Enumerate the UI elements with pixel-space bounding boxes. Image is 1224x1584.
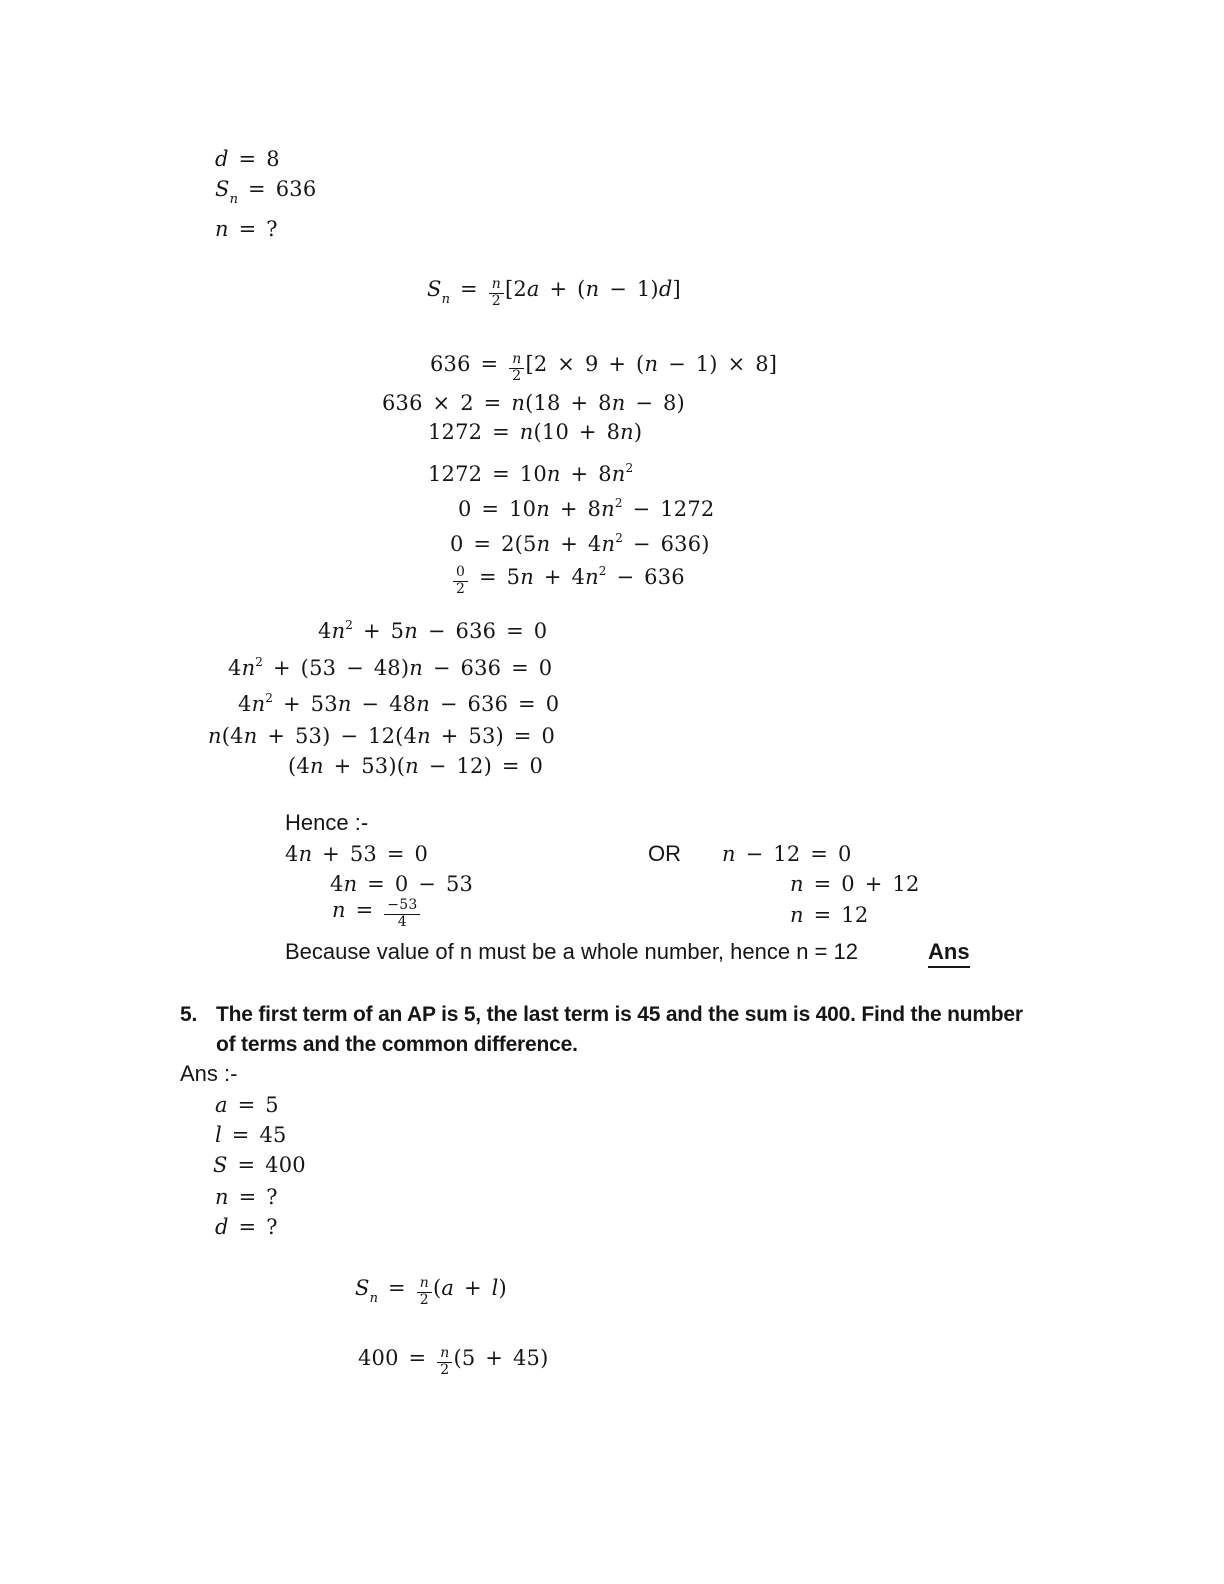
equation-sum-formula-al: $S_n$ = $\frac{n}{2}$ (a + l) bbox=[355, 1275, 507, 1308]
fraction: $\frac{n}{2}$ bbox=[489, 277, 504, 309]
equation-step: $1272 = 10n + 8n^2$ bbox=[428, 461, 634, 486]
fraction: $\frac{n}{2}$ bbox=[437, 1346, 452, 1378]
equation-step: 1272 = n(10 + 8n) bbox=[428, 420, 643, 444]
equation-substitution: 636 = $\frac{n}{2}$ [2 × 9 + (n − 1) × 8] bbox=[430, 351, 778, 384]
given-d-value: d = 8 bbox=[215, 147, 280, 171]
equation-step: $0 = 2(5n + 4n^2 - 636)$ bbox=[450, 531, 710, 556]
equation-split-middle: $4n^2 + (53 - 48)n - 636 = 0$ bbox=[228, 655, 553, 680]
case-right-step: n = 0 + 12 bbox=[790, 872, 920, 896]
question-number: 5. bbox=[180, 1003, 198, 1026]
equation-step: $\frac{0}{2}$ = $5n + 4n^2 - 636$ bbox=[452, 565, 685, 597]
equation-step: $0 = 10n + 8n^2 - 1272$ bbox=[458, 496, 715, 521]
equation-step: 636 × 2 = n(18 + 8n − 8) bbox=[382, 391, 685, 415]
case-right-result: n = 12 bbox=[790, 903, 869, 927]
given-n-unknown: n = ? bbox=[215, 1185, 278, 1209]
question-text-line2: of terms and the common difference. bbox=[216, 1033, 578, 1056]
question-text-line1: The first term of an AP is 5, the last term is 45 and the sum is 400. Find the number bbox=[216, 1003, 1023, 1026]
given-l-value: l = 45 bbox=[215, 1123, 287, 1147]
conclusion-text: Because value of n must be a whole number, hence n = 12 bbox=[285, 939, 858, 964]
hence-label: Hence :- bbox=[285, 810, 369, 835]
given-s-value: S = 400 bbox=[213, 1153, 306, 1177]
case-left-equation: 4n + 53 = 0 bbox=[285, 842, 429, 866]
fraction: $\frac{n}{2}$ bbox=[417, 1276, 432, 1308]
fraction: $\frac{-53}{4}$ bbox=[384, 898, 420, 930]
given-a-value: a = 5 bbox=[215, 1093, 279, 1117]
given-n-unknown: n = ? bbox=[215, 217, 278, 241]
answer-heading: Ans :- bbox=[180, 1061, 238, 1086]
fraction: $\frac{0}{2}$ bbox=[453, 565, 468, 597]
case-left-result: n = $\frac{-53}{4}$ bbox=[332, 898, 421, 930]
equation-factored: (4n + 53)(n − 12) = 0 bbox=[288, 754, 544, 778]
equation-substitution: 400 = $\frac{n}{2}$ (5 + 45) bbox=[358, 1345, 549, 1378]
or-label: OR bbox=[648, 841, 681, 866]
equation-quadratic: $4n^2 + 5n - 636 = 0$ bbox=[318, 618, 548, 643]
given-d-unknown: d = ? bbox=[215, 1215, 278, 1239]
case-left-step: 4n = 0 − 53 bbox=[330, 872, 474, 896]
equation-expanded: $4n^2 + 53n - 48n - 636 = 0$ bbox=[238, 691, 560, 716]
given-sn-value: $S_n = 636$ bbox=[215, 177, 317, 207]
equation-sum-formula: $S_n$ = $\frac{n}{2}$ [2a + (n − 1)d] bbox=[427, 276, 681, 309]
answer-label: Ans bbox=[928, 939, 970, 968]
equation-grouped: n(4n + 53) − 12(4n + 53) = 0 bbox=[208, 724, 556, 748]
fraction: $\frac{n}{2}$ bbox=[509, 352, 524, 384]
case-right-equation: n − 12 = 0 bbox=[722, 842, 852, 866]
